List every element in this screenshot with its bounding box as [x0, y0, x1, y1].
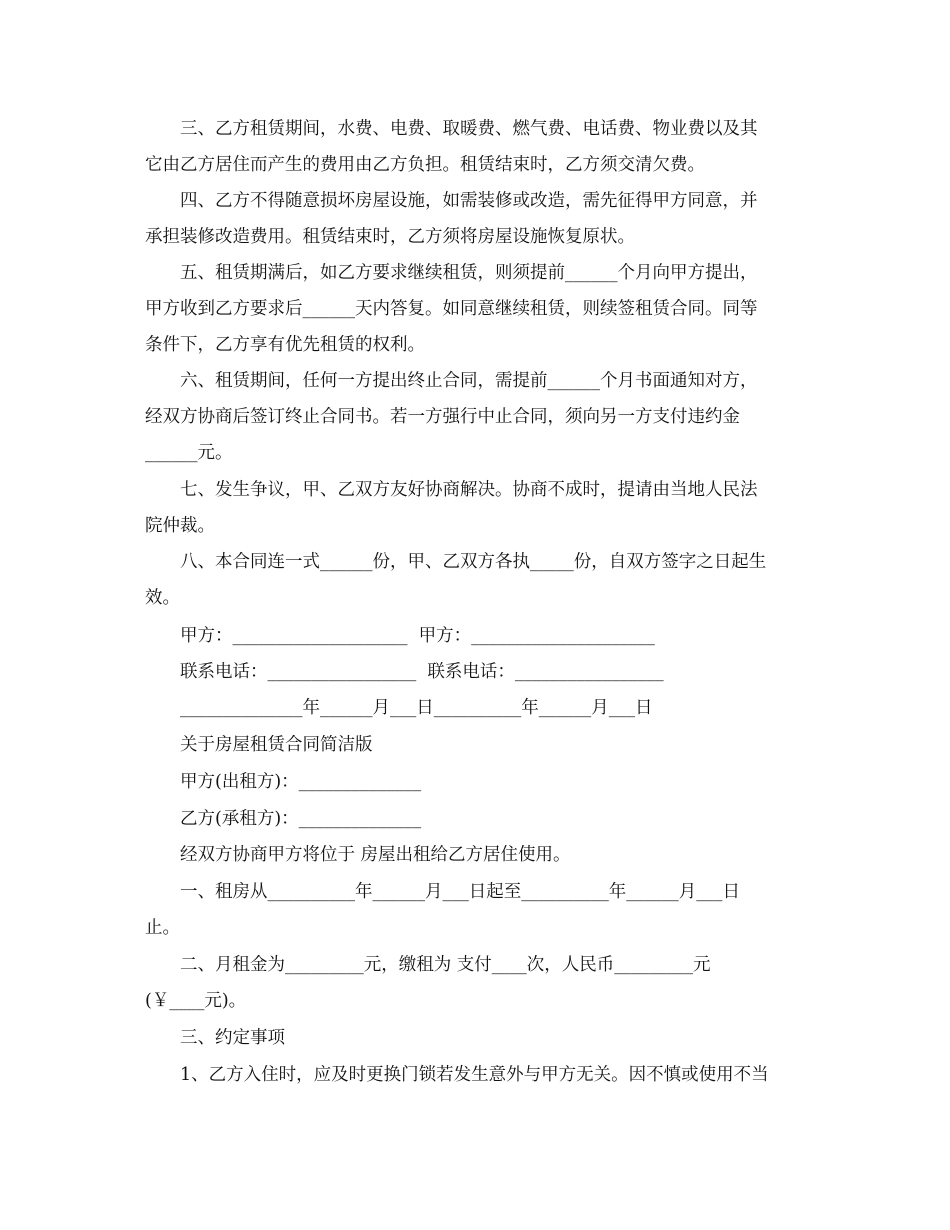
contract-title: 关于房屋租赁合同简洁版	[180, 735, 373, 755]
clause-3-line-1: 三、乙方租赁期间，水费、电费、取暖费、燃气费、电话费、物业费以及其	[180, 119, 758, 139]
clause-4-line-1: 四、乙方不得随意损坏房屋设施，如需装修或改造，需先征得甲方同意，并	[180, 191, 758, 211]
clause-7-line-1: 七、发生争议，甲、乙双方友好协商解决。协商不成时，提请由当地人民法	[180, 480, 758, 500]
clause-3-line-2: 它由乙方居住而产生的费用由乙方负担。租赁结束时，乙方须交清欠费。	[145, 155, 705, 175]
signature-date-line: ______________年______月___日__________年______月___日	[180, 698, 653, 718]
clause-6-line-2: 经双方协商后签订终止合同书。若一方强行中止合同，须向另一方支付违约金	[145, 407, 740, 427]
party-b-lessee-line: 乙方(承租方)：______________	[180, 809, 422, 829]
term-clause-line-1: 一、租房从__________年______月___日起至__________年______月___日	[180, 882, 740, 902]
rent-clause-line-1: 二、月租金为_________元，缴租为 支付____次，人民币_________元	[180, 955, 711, 975]
clause-7-line-2: 院仲裁。	[145, 516, 215, 536]
party-a-lessor-line: 甲方(出租方)：______________	[180, 772, 422, 792]
agreed-matter-1-line-1: 1、乙方入住时，应及时更换门锁若发生意外与甲方无关。因不慎或使用不当	[180, 1065, 769, 1085]
term-clause-line-2: 止。	[145, 918, 180, 938]
clause-6-line-1: 六、租赁期间，任何一方提出终止合同，需提前______个月书面通知对方，	[180, 371, 758, 391]
clause-8-line-1: 八、本合同连一式______份，甲、乙双方各执_____份，自双方签字之日起生	[180, 552, 767, 572]
clause-5-line-1: 五、租赁期满后，如乙方要求继续租赁，则须提前______个月向甲方提出，	[180, 263, 758, 283]
clause-5-line-2: 甲方收到乙方要求后______天内答复。如同意继续租赁，则续签租赁合同。同等	[145, 299, 758, 319]
signature-phone-line: 联系电话：_________________ 联系电话：_________________	[180, 662, 664, 682]
rent-clause-line-2: (￥____元)。	[145, 991, 247, 1011]
clause-5-line-3: 条件下，乙方享有优先租赁的权利。	[145, 335, 425, 355]
clause-8-line-2: 效。	[145, 588, 180, 608]
agreed-matters-heading: 三、约定事项	[180, 1028, 285, 1048]
agreement-intro: 经双方协商甲方将位于 房屋出租给乙方居住使用。	[180, 845, 571, 865]
clause-4-line-2: 承担装修改造费用。租赁结束时，乙方须将房屋设施恢复原状。	[145, 227, 635, 247]
clause-6-line-3: ______元。	[145, 443, 233, 463]
signature-party-line: 甲方：____________________ 甲方：_____________________	[180, 626, 655, 646]
